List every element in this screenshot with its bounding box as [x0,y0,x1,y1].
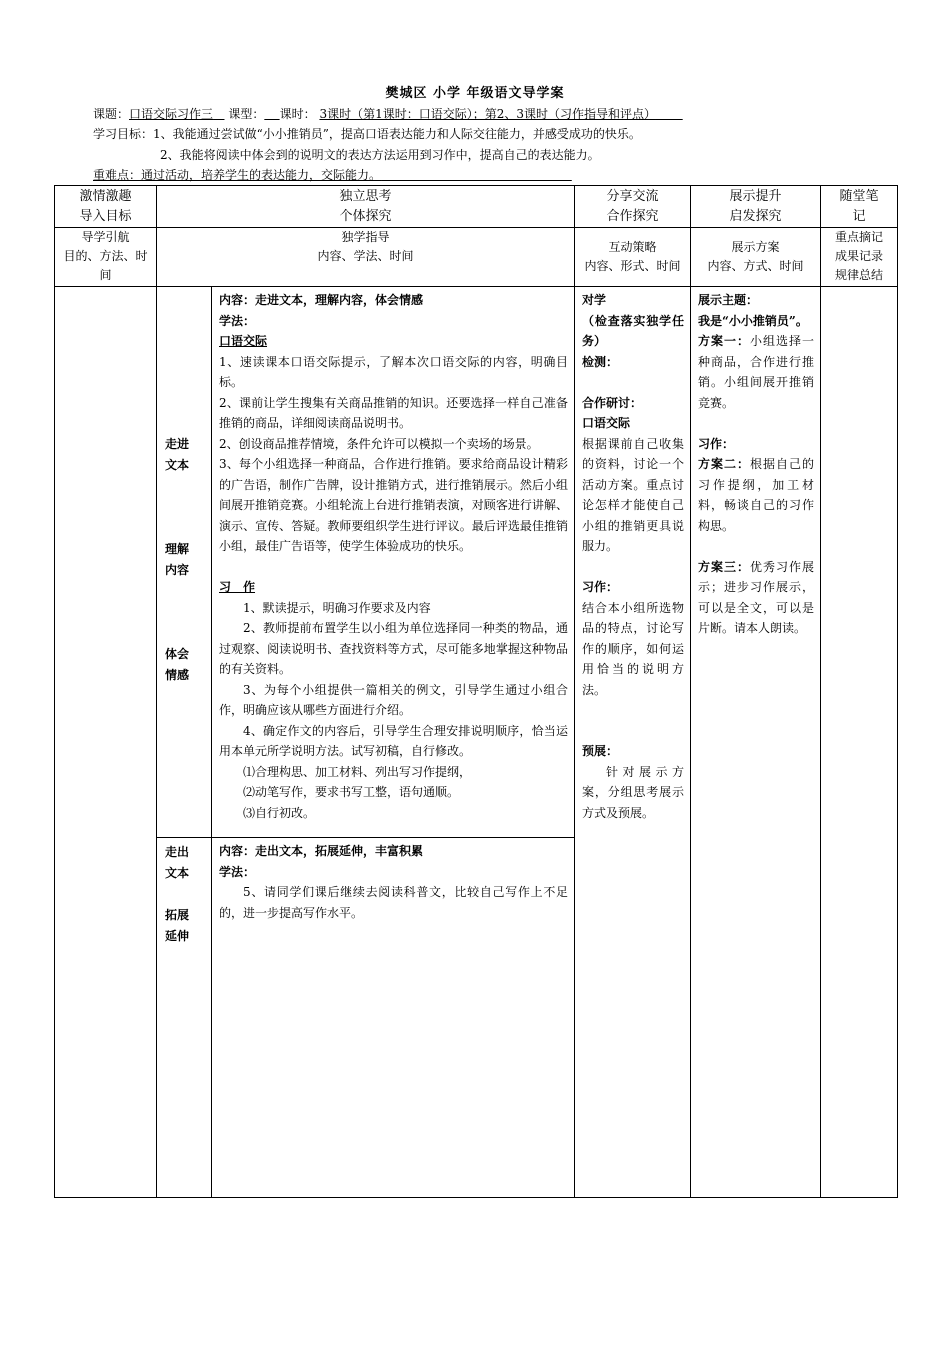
col-header-notes: 随堂笔 记 [821,186,898,228]
show-writing-label: 习作： [698,436,735,451]
share-column-body [575,287,691,1198]
goal-line-2: 2、我能将阅读中体会到的说明文的表达方法运用到习作中，提高自己的表达能力。 [160,148,600,162]
section-2-content-title: 内容：走出文本，拓展延伸，丰富积累 [219,844,424,858]
sub-header-strategy: 互动策略 内容、形式、时间 [575,228,691,287]
writing-step: ⑴合理构思、加工材料、列出写习作提纲， [243,764,472,779]
sub-header-row [55,228,898,287]
section-2-item: 5、请同学们课后继续去阅读科普文，比较自己写作上不足的，进一步提高写作水平。 [219,885,569,920]
oral-label: 口语交际 [219,334,268,348]
notes-column-body [821,287,898,1198]
col-header-intro: 激情激趣 导入目标 [55,186,157,228]
section-2-content [212,838,575,1198]
writing-step: ⑵动笔写作，要求书写工整，语句通顺。 [243,785,460,799]
share-writing: 习作： [582,580,619,594]
writing-item: 3、为每个小组提供一篇相关的例文，引导学生通过小组合作，明确应该从哪些方面进行介绍。 [219,682,569,717]
col-header-independent: 独立思考 个体探究 [157,186,575,228]
sub-header-plan: 展示方案 内容、方式、时间 [691,228,821,287]
sub-header-self-study: 独学指导 内容、学法、时间 [157,228,575,287]
key-points-line [93,167,572,183]
section-2-method-label: 学法： [219,864,256,879]
show-plan-3: 方案三：优秀习作展示；进步习作展示，可以是全文，可以是片断。请本人朗读。 [698,559,815,635]
topic-label: 课题： [93,107,130,121]
section-1-content-title: 内容：走进文本，理解内容，体会情感 [219,293,424,307]
share-coop: 合作研讨： [582,395,643,410]
goal-line-1 [93,126,641,142]
show-theme: 我是“小小推销员”。 [698,313,808,328]
writing-item: 4、确定作文的内容后，引导学生合理安排说明顺序，恰当运用本单元所学说明方法。试写初稿，自行修改。 [219,723,569,758]
oral-item: 1、速读课本口语交际提示，了解本次口语交际的内容，明确目标。 [219,354,569,389]
column-header-row [55,186,898,228]
oral-item: 2、创设商品推荐情境，条件允许可以模拟一个卖场的场景。 [219,436,539,451]
show-plan-2: 方案二：根据自己的习作提纲，加工材料，畅谈自己的习作构思。 [698,457,815,533]
writing-item: 2、教师提前布置学生以小组为单位选择同一种类的物品，通过观察、阅读说明书、查找资料等方式，尽可能多地掌握这种物品的有关资料。 [219,621,569,676]
key-label: 重难点： [93,168,142,182]
intro-column-body [55,287,157,1198]
share-preview: 预展： [582,744,619,758]
lesson-plan-table [54,185,898,1198]
share-dui: 对学 [582,293,607,307]
hours-value: 3课时（第1课时：口语交际）；第2、3课时（习作指导和评点） [319,107,656,121]
key-value: 通过活动，培养学生的表达能力，交际能力。 [141,168,382,182]
writing-label: 习 作 [219,580,256,594]
sub-header-notes: 重点摘记 成果记录 规律总结 [821,228,898,287]
col-header-show: 展示提升 启发探究 [691,186,821,228]
section-2-side-labels: 走出 文本 拓展 延伸 [157,838,212,1198]
col-header-share: 分享交流 合作探究 [575,186,691,228]
share-writing-text: 结合本小组所选物品的特点，讨论写作的顺序，如何运用恰当的说明方法。 [582,600,685,697]
type-label: 课型： [228,107,265,121]
lesson-info-line [93,106,683,122]
section-1-method-label: 学法： [219,313,256,328]
share-check: （检查落实独学任务） [582,313,685,348]
oral-item: 2、课前让学生搜集有关商品推销的知识。还要选择一样自己准备推销的商品，详细阅读商品说明书。 [219,395,569,430]
share-oral-text: 根据课前自己收集的资料，讨论一个活动方案。重点讨论怎样才能使自己小组的推销更具说服力。 [582,436,685,553]
share-oral: 口语交际 [582,416,631,430]
oral-item: 3、每个小组选择一种商品，合作进行推销。要求给商品设计精彩的广告语，制作广告牌，设计推销方式，进行推销展示。然后小组间展开推销竞赛。小组轮流上台进行推销表演，对顾客进行讲解、演示、宣传、答疑。教师要组织学生进行评议。最后评选最佳推销小组，最佳广告语等，使学生体验成功的快乐。 [219,457,569,553]
share-preview-text: 针对展示方案，分组思考展示方式及预展。 [582,764,685,820]
show-theme-label: 展示主题： [698,293,759,307]
show-column-body [691,287,821,1198]
writing-item: 1、默读提示，明确习作要求及内容 [243,600,431,615]
section-1-side-labels: 走进 文本 理解 内容 体会 情感 [157,287,212,838]
share-detect: 检测： [582,354,619,369]
section-1-content [212,287,575,838]
hours-label: 课时： [279,107,316,121]
page-title: 樊城区 小学 年级语文导学案 [385,86,565,101]
section-1-row [55,287,898,838]
topic-value: 口语交际习作三 [129,107,214,121]
goals-label: 学习目标： [93,127,154,141]
writing-step: ⑶自行初改。 [243,805,316,820]
goal-1: 1、我能通过尝试做“小小推销员”，提高口语表达能力和人际交往能力，并感受成功的快乐。 [153,127,641,141]
show-plan-1: 方案一：小组选择一种商品，合作进行推销。小组间展开推销竞赛。 [698,334,815,410]
sub-header-guide: 导学引航 目的、方法、时 间 [55,228,157,287]
